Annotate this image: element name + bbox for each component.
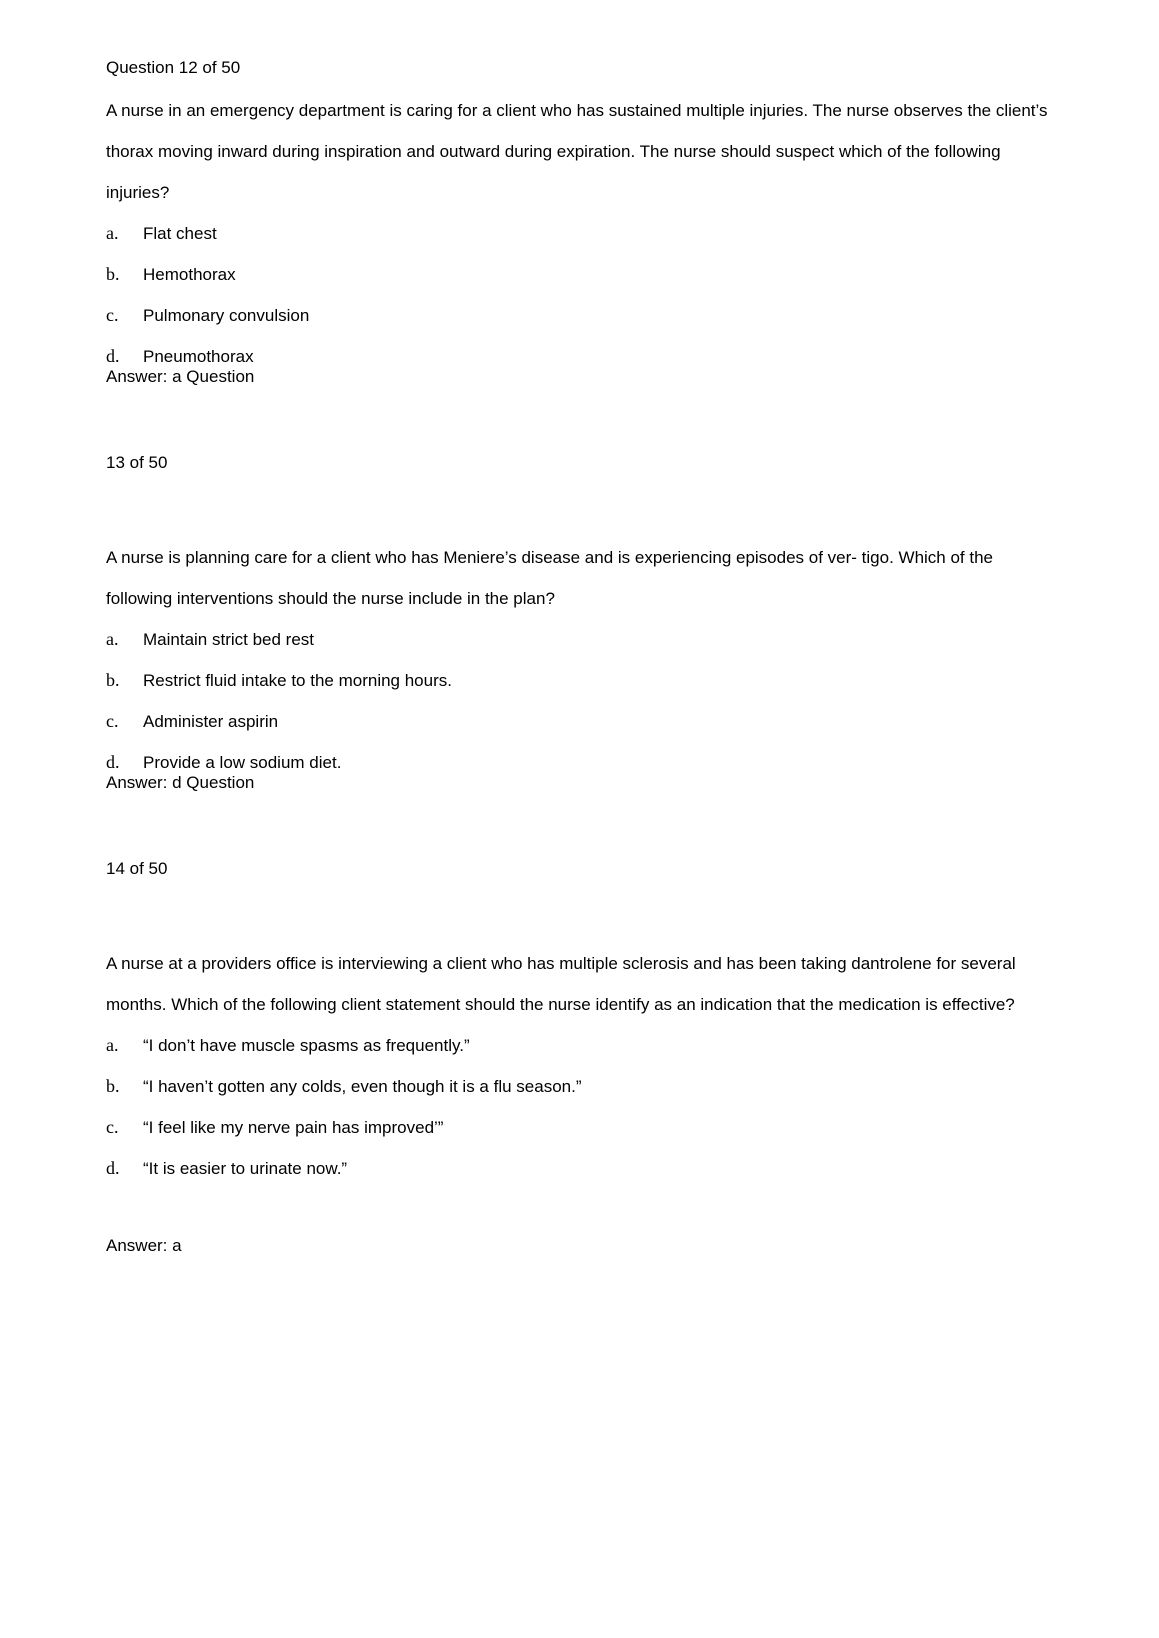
options-list xyxy=(106,213,1056,377)
options-list xyxy=(106,1025,1056,1189)
option-text: Pulmonary convulsion xyxy=(143,306,310,325)
option-letter: d. xyxy=(106,1158,120,1178)
answer-line: Answer: a Question xyxy=(106,367,255,386)
option-letter: d. xyxy=(106,752,120,772)
option-text: Provide a low sodium diet. xyxy=(143,753,342,772)
option-letter: d. xyxy=(106,346,120,366)
question-block-12 xyxy=(106,47,1056,390)
option-text: Pneumothorax xyxy=(143,347,254,366)
question-number-header: 14 of 50 xyxy=(106,859,168,878)
answer-option-c xyxy=(106,295,1056,336)
answer-option-c xyxy=(106,701,1056,742)
options-list xyxy=(106,619,1056,783)
question-text: A nurse in an emergency department is caring for a client who has sustained multiple injuries. The nurse observes the client’s thorax moving inward during inspiration and outward during expiration. The nurse should suspect which of the following injuries? xyxy=(106,101,1048,202)
answer-line: Answer: d Question xyxy=(106,773,255,792)
document-content xyxy=(106,47,1056,1266)
option-text: “I don’t have muscle spasms as frequently.” xyxy=(143,1036,470,1055)
option-letter: c. xyxy=(106,711,119,731)
question-text: A nurse is planning care for a client who has Meniere’s disease and is experiencing episodes of ver- tigo. Which of the following interventions should the nurse include in the plan? xyxy=(106,548,994,608)
answer-option-b xyxy=(106,660,1056,701)
answer-option-a xyxy=(106,1025,1056,1066)
answer-option-b xyxy=(106,254,1056,295)
option-text: Maintain strict bed rest xyxy=(143,630,315,649)
option-text: Hemothorax xyxy=(143,265,236,284)
option-letter: b. xyxy=(106,670,120,690)
answer-option-c xyxy=(106,1107,1056,1148)
option-letter: c. xyxy=(106,1117,119,1137)
question-block-13 xyxy=(106,442,1056,796)
answer-option-b xyxy=(106,1066,1056,1107)
option-letter: a. xyxy=(106,1035,119,1055)
option-letter: a. xyxy=(106,223,119,243)
option-text: Flat chest xyxy=(143,224,217,243)
option-text: “It is easier to urinate now.” xyxy=(143,1159,348,1178)
answer-line: Answer: a xyxy=(106,1236,182,1255)
option-letter: b. xyxy=(106,1076,120,1096)
question-number-header: Question 12 of 50 xyxy=(106,58,241,77)
option-letter: a. xyxy=(106,629,119,649)
option-letter: c. xyxy=(106,305,119,325)
option-text: “I feel like my nerve pain has improved’” xyxy=(143,1118,444,1137)
question-text: A nurse at a providers office is interviewing a client who has multiple sclerosis and has been taking dantrolene for several months. Which of the following client statement should the nurse identify as an indication that the medication is effective? xyxy=(106,954,1016,1014)
option-text: Restrict fluid intake to the morning hours. xyxy=(143,671,452,690)
option-text: “I haven’t gotten any colds, even though it is a flu season.” xyxy=(143,1077,582,1096)
question-number-header: 13 of 50 xyxy=(106,453,168,472)
option-letter: b. xyxy=(106,264,120,284)
option-text: Administer aspirin xyxy=(143,712,279,731)
answer-option-d xyxy=(106,1148,1056,1189)
answer-option-a xyxy=(106,619,1056,660)
answer-option-a xyxy=(106,213,1056,254)
question-block-14 xyxy=(106,848,1056,1266)
